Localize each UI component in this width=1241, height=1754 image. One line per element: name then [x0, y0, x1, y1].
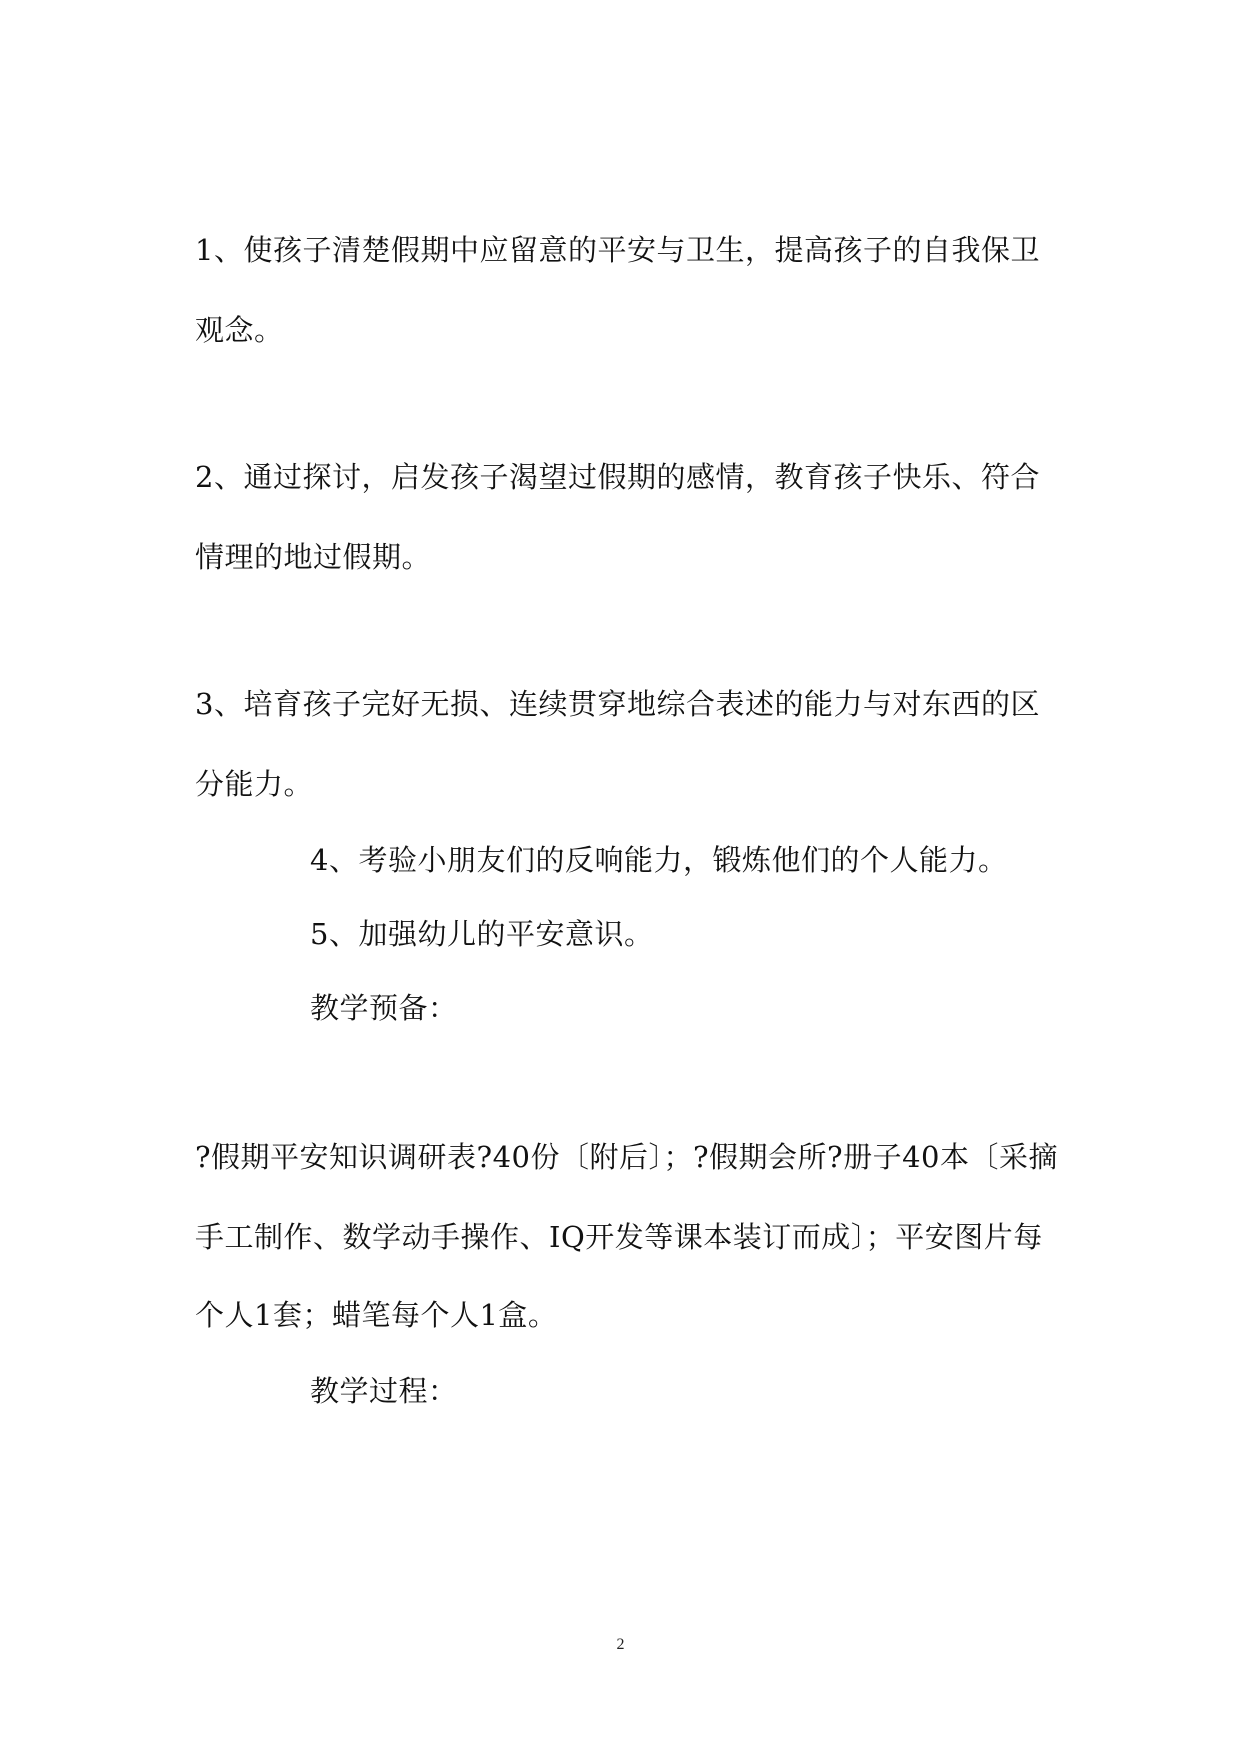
- section-heading-preparation: 教学预备：: [310, 991, 458, 1025]
- paragraph-1-line-2: 观念。: [195, 313, 284, 347]
- materials-line-2: 手工制作、数学动手操作、IQ开发等课本装订而成〕；平安图片每: [195, 1220, 1043, 1254]
- paragraph-4: 4、考验小朋友们的反响能力，锻炼他们的个人能力。: [310, 843, 1008, 877]
- paragraph-2-line-2: 情理的地过假期。: [195, 540, 432, 574]
- materials-line-3: 个人1套；蜡笔每个人1盒。: [195, 1298, 558, 1332]
- paragraph-2-line-1: 2、通过探讨，启发孩子渴望过假期的感情，教育孩子快乐、符合: [195, 460, 1040, 494]
- paragraph-5: 5、加强幼儿的平安意识。: [310, 917, 654, 951]
- materials-line-1: ?假期平安知识调研表?40份〔附后〕；?假期会所?册子40本〔采摘: [195, 1140, 1058, 1174]
- paragraph-3-line-1: 3、培育孩子完好无损、连续贯穿地综合表述的能力与对东西的区: [195, 687, 1040, 721]
- paragraph-1-line-1: 1、使孩子清楚假期中应留意的平安与卫生，提高孩子的自我保卫: [195, 233, 1040, 267]
- section-heading-process: 教学过程：: [310, 1374, 458, 1408]
- paragraph-3-line-2: 分能力。: [195, 767, 314, 801]
- page-number: 2: [616, 1636, 625, 1653]
